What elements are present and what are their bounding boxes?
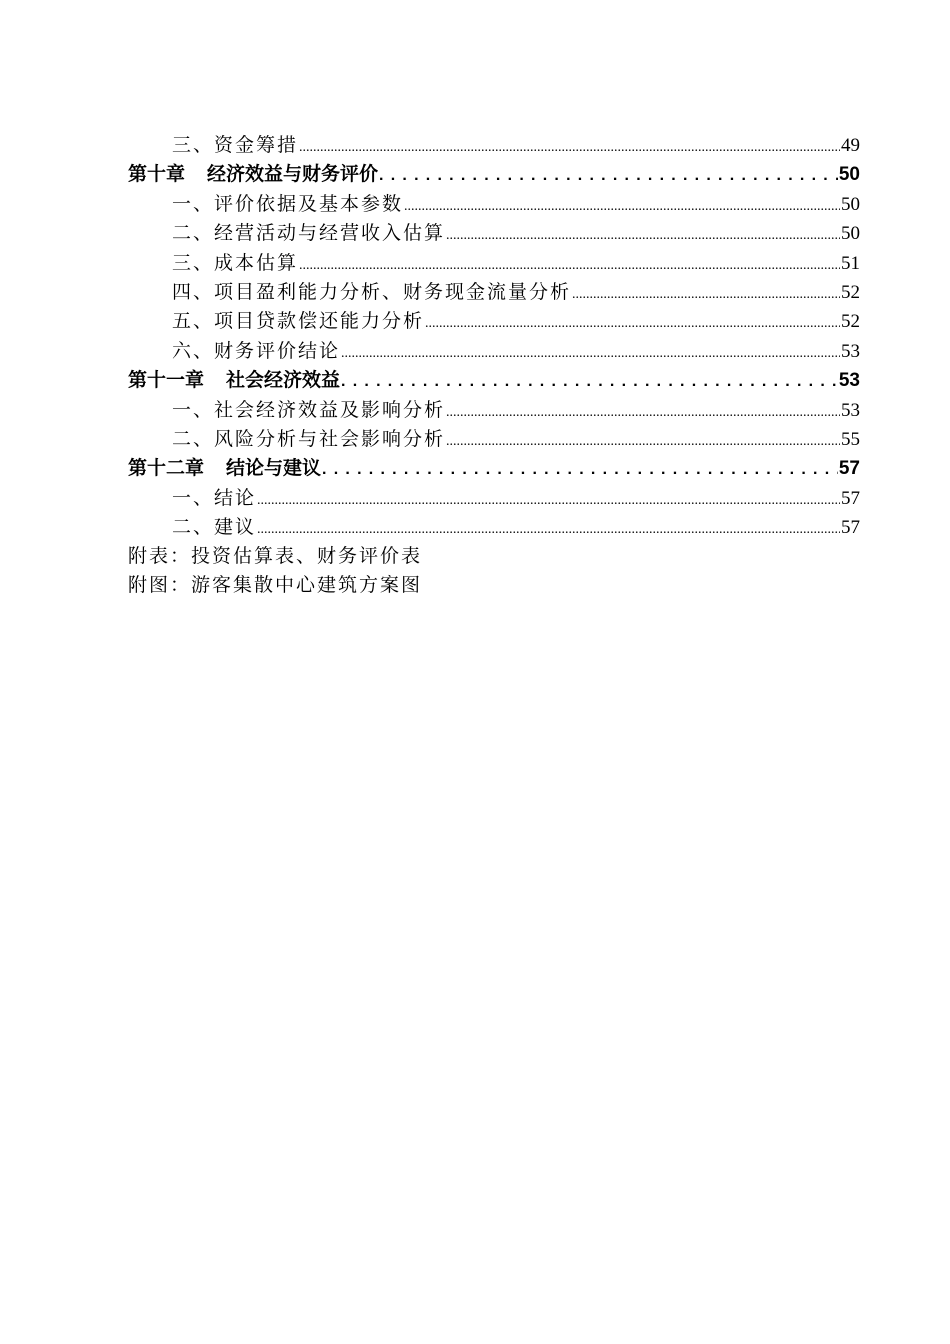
toc-dot-leader (446, 222, 840, 244)
toc-page-number: 50 (841, 223, 860, 245)
toc-entry-label: 五、项目贷款偿还能力分析 (172, 310, 425, 333)
toc-chapter-10[interactable] (128, 159, 860, 188)
toc-dot-leader (322, 457, 838, 479)
toc-chapter-12[interactable] (128, 453, 860, 482)
toc-dot-leader (446, 399, 840, 421)
toc-page-number: 50 (841, 193, 860, 215)
toc-page-number: 53 (841, 340, 860, 362)
toc-entry-cost-estimate[interactable] (128, 248, 860, 277)
toc-page-number: 50 (838, 164, 860, 186)
appendix-figures: 附图：游客集散中心建筑方案图 (128, 574, 423, 597)
toc-page-number: 53 (841, 399, 860, 421)
toc-dot-leader (299, 252, 840, 274)
toc-entry-label: 二、经营活动与经营收入估算 (172, 222, 446, 245)
toc-entry-label: 二、建议 (172, 516, 257, 539)
toc-entry-label: 六、财务评价结论 (172, 339, 341, 362)
toc-chapter-number: 第十二章 (128, 457, 205, 480)
toc-page-number: 57 (841, 487, 860, 509)
toc-page-number: 51 (841, 252, 860, 274)
toc-dot-leader (341, 340, 840, 362)
toc-page-number: 49 (841, 135, 860, 156)
toc-entry-funding[interactable] (128, 130, 860, 159)
toc-entry-loan-repayment[interactable] (128, 306, 860, 335)
toc-entry-suggestion[interactable] (128, 512, 860, 541)
toc-entry-conclusion[interactable] (128, 483, 860, 512)
toc-dot-leader (257, 487, 840, 509)
toc-page-number: 57 (841, 517, 860, 539)
toc-page-number: 55 (841, 428, 860, 450)
toc-entry-label: 三、成本估算 (172, 251, 299, 274)
table-of-contents (128, 130, 860, 599)
toc-page-number: 52 (841, 311, 860, 333)
toc-entry-label: 一、社会经济效益及影响分析 (172, 398, 446, 421)
toc-entry-evaluation-basis[interactable] (128, 189, 860, 218)
appendix-tables: 附表：投资估算表、财务评价表 (128, 545, 423, 568)
toc-dot-leader (299, 134, 840, 156)
toc-dot-leader (379, 163, 838, 185)
toc-entry-label: 二、风险分析与社会影响分析 (172, 427, 446, 450)
toc-page-number: 57 (838, 458, 860, 480)
toc-chapter-number: 第十一章 (128, 369, 205, 392)
toc-entry-financial-conclusion[interactable] (128, 336, 860, 365)
toc-chapter-number: 第十章 (128, 163, 186, 186)
toc-dot-leader (341, 369, 838, 391)
toc-entry-label: 三、资金筹措 (172, 134, 299, 156)
toc-chapter-title: 社会经济效益 (226, 369, 341, 392)
toc-entry-label: 四、项目盈利能力分析、财务现金流量分析 (172, 280, 572, 303)
toc-dot-leader (425, 310, 840, 332)
toc-page-number: 53 (838, 370, 860, 392)
toc-dot-leader (404, 193, 840, 215)
toc-entry-risk-analysis[interactable] (128, 424, 860, 453)
toc-entry-revenue-estimate[interactable] (128, 218, 860, 247)
toc-entry-label: 一、评价依据及基本参数 (172, 192, 404, 215)
toc-dot-leader (572, 281, 840, 303)
toc-chapter-title: 经济效益与财务评价 (207, 163, 379, 186)
toc-chapter-title: 结论与建议 (226, 457, 322, 480)
toc-entry-social-benefit[interactable] (128, 395, 860, 424)
toc-entry-profitability[interactable] (128, 277, 860, 306)
toc-entry-label: 一、结论 (172, 486, 257, 509)
toc-page-number: 52 (841, 281, 860, 303)
toc-chapter-11[interactable] (128, 365, 860, 394)
toc-dot-leader (257, 516, 840, 538)
toc-dot-leader (446, 428, 840, 450)
